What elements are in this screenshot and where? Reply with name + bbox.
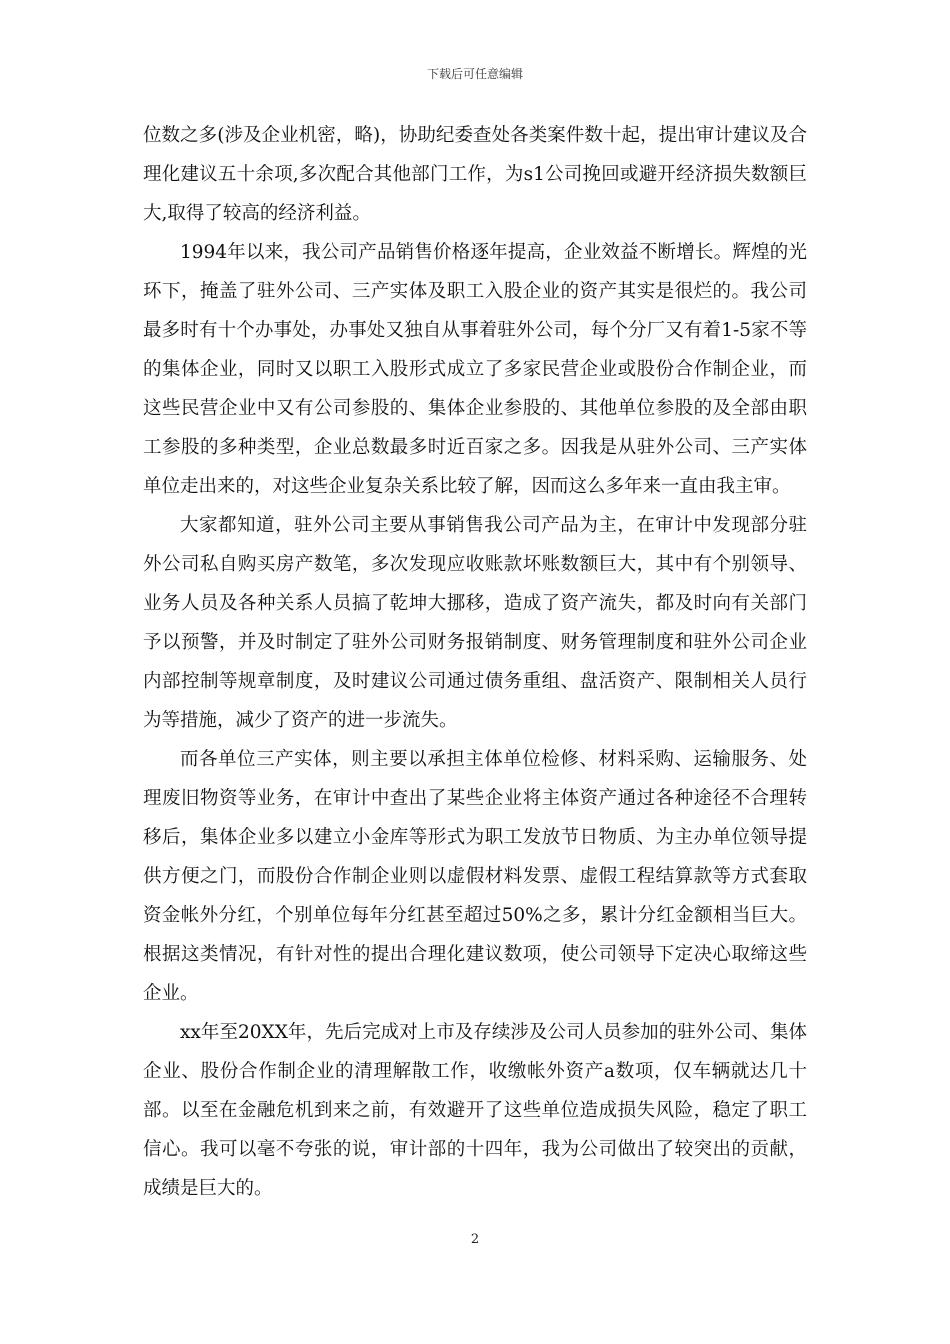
paragraph: xx年至20XX年，先后完成对上市及存续涉及公司人员参加的驻外公司、集体企业、股份合作制企业的清理解散工作，收缴帐外资产a数项，仅车辆就达几十部。以至在金融危机到来之前，有效避开了这些单位造成损失风险，稳定了职工信心。我可以毫不夸张的说，审计部的十四年，我为公司做出了较突出的贡献，成绩是巨大的。 bbox=[143, 1022, 807, 1199]
paragraph: 大家都知道，驻外公司主要从事销售我公司产品为主，在审计中发现部分驻外公司私自购买房产数笔，多次发现应收账款坏账数额巨大，其中有个别领导、业务人员及各种关系人员搞了乾坤大挪移，造成了资产流失，都及时向有关部门予以预警，并及时制定了驻外公司财务报销制度、财务管理制度和驻外公司企业内部控制等规章制度，及时建议公司通过债务重组、盘活资产、限制相关人员行为等措施，减少了资产的进一步流失。 bbox=[143, 515, 807, 731]
paragraph: 而各单位三产实体，则主要以承担主体单位检修、材料采购、运输服务、处理废旧物资等业务，在审计中查出了某些企业将主体资产通过各种途径不合理转移后，集体企业多以建立小金库等形式为职工发放节日物质、为主办单位领导提供方便之门，而股份合作制企业则以虚假材料发票、虚假工程结算款等方式套取资金帐外分红，个别单位每年分红甚至超过50%之多，累计分红金额相当巨大。根据这类情况，有针对性的提出合理化建议数项，使公司领导下定决心取缔这些企业。 bbox=[143, 749, 807, 1004]
document-body bbox=[143, 116, 807, 1208]
page-number: 2 bbox=[470, 1232, 480, 1247]
paragraph: 1994年以来，我公司产品销售价格逐年提高，企业效益不断增长。辉煌的光环下，掩盖了驻外公司、三产实体及职工入股企业的资产其实是很烂的。我公司最多时有十个办事处，办事处又独自从事着驻外公司，每个分厂又有着1-5家不等的集体企业，同时又以职工入股形式成立了多家民营企业或股份合作制企业，而这些民营企业中又有公司参股的、集体企业参股的、其他单位参股的及全部由职工参股的多种类型，企业总数最多时近百家之多。因我是从驻外公司、三产实体单位走出来的，对这些企业复杂关系比较了解，因而这么多年来一直由我主审。 bbox=[143, 242, 807, 497]
page-header: 下载后可任意编辑 bbox=[426, 67, 523, 81]
paragraph: 位数之多(涉及企业机密，略)，协助纪委查处各类案件数十起，提出审计建议及合理化建议五十余项,多次配合其他部门工作，为s1公司挽回或避开经济损失数额巨大,取得了较高的经济利益。 bbox=[143, 125, 807, 224]
